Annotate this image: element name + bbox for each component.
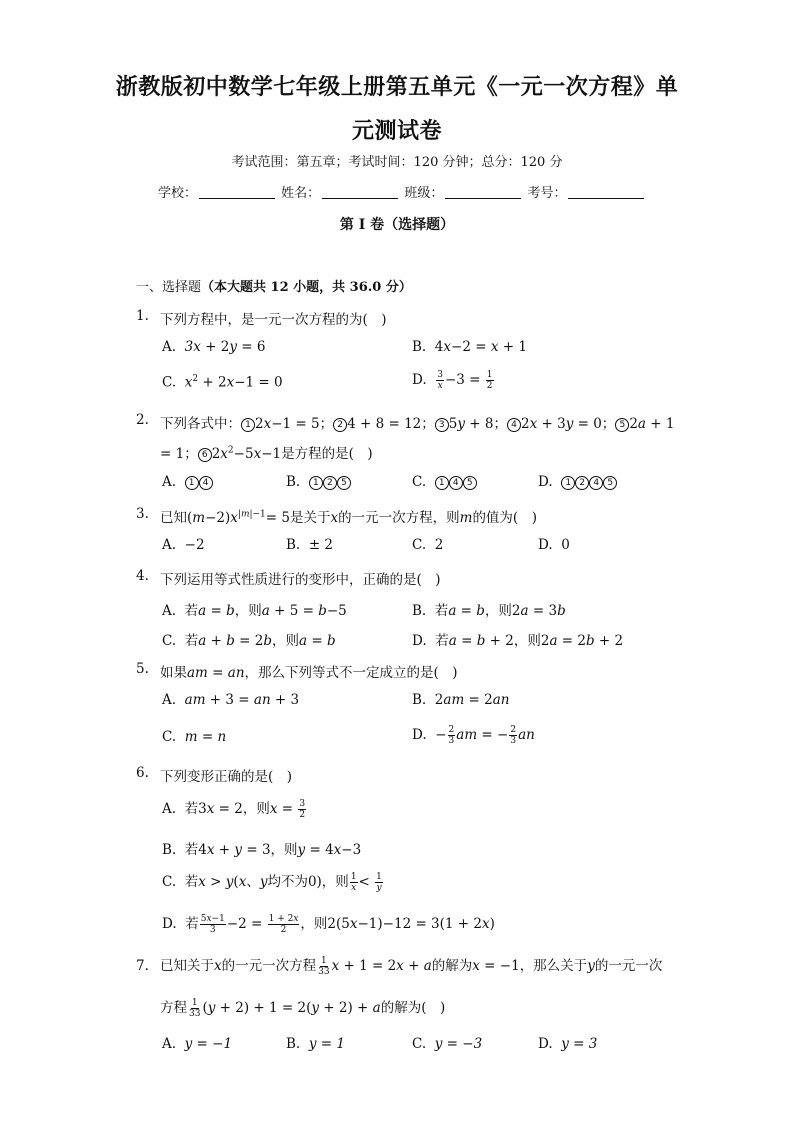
question-number: 5.	[136, 661, 149, 677]
option-a[interactable]: A. 若3x = 2，则x = $\frac{3}{2}$	[162, 799, 306, 820]
part-prefix: 一、选择题	[136, 280, 202, 295]
option-c[interactable]: C. m = n	[162, 729, 227, 745]
exam-info: 考试范围：第五章；考试时间：120 分钟；总分：120 分	[231, 155, 563, 170]
option-c[interactable]: C. 2	[412, 537, 444, 553]
section-title: 第 I 卷（选择题）	[339, 217, 455, 233]
option-d[interactable]: D. 1 2 4 5	[538, 474, 617, 490]
part-detail: （本大题共 12 小题，共 36.0 分）	[201, 280, 412, 295]
option-c[interactable]: C. 若a + b = 2b，则a = b	[162, 633, 336, 649]
exam-number-label: 考号：	[527, 186, 567, 201]
option-b[interactable]: B. 4x−2 = x + 1	[412, 339, 527, 355]
question-stem: 已知$(m-2)x^{|m|-1}= 5$是关于x的一元一次方程，则m的值为( )	[160, 509, 537, 526]
option-b[interactable]: B. ± 2	[286, 537, 334, 553]
class-label: 班级：	[404, 186, 444, 201]
option-a[interactable]: A. −2	[162, 537, 205, 553]
option-b[interactable]: B. 若4x + y = 3，则y = 4x−3	[162, 842, 362, 858]
option-c[interactable]: C. 若x > y(x、y均不为0)，则 $\frac{1}{x}$ < $\frac{1}{y}$	[162, 872, 382, 893]
school-label: 学校：	[158, 186, 198, 201]
question-stem: 下列变形正确的是( )	[160, 769, 293, 785]
option-b[interactable]: B. 2am = 2an	[412, 692, 510, 708]
option-d[interactable]: D. 若 $\frac{5x-1}{3}$ −2 = $\frac{1 + 2x}{2}$ ，则2(5x−1)−12 = 3(1 + 2x)	[162, 914, 495, 935]
question-stem: 下列运用等式性质进行的变形中，正确的是( )	[160, 572, 441, 588]
question-number: 7.	[136, 958, 149, 974]
class-blank[interactable]	[445, 186, 521, 199]
question-stem: 如果am = an，那么下列等式不一定成立的是( )	[160, 665, 458, 681]
question-stem-cont: = 1； 6 $2x^2-5x-1$是方程的是( )	[160, 445, 373, 462]
option-d[interactable]: D. 若a = b + 2，则2a = 2b + 2	[412, 633, 624, 649]
exam-title-line2: 元测试卷	[351, 118, 442, 144]
part-heading	[136, 276, 412, 295]
option-d[interactable]: D. $\frac{3}{x}$ −3 = $\frac{1}{2}$	[412, 370, 493, 391]
name-blank[interactable]	[322, 186, 398, 199]
option-d[interactable]: D. y = 3	[538, 1036, 598, 1052]
option-d[interactable]: D. 0	[538, 537, 570, 553]
option-a[interactable]: A. 若a = b，则a + 5 = b−5	[162, 603, 347, 619]
option-a[interactable]: A. 1 4	[162, 474, 213, 490]
question-stem: 下列方程中，是一元一次方程的为( )	[160, 312, 387, 328]
exam-number-blank[interactable]	[568, 186, 644, 199]
question-number: 2.	[136, 412, 149, 428]
option-b[interactable]: B. 若a = b，则2a = 3b	[412, 603, 566, 619]
option-d[interactable]: D. − $\frac{2}{3}$ am = − $\frac{2}{3}$ an	[412, 725, 535, 746]
student-fields	[158, 182, 646, 201]
option-b[interactable]: B. 1 2 5	[286, 474, 351, 490]
question-number: 6.	[136, 765, 149, 781]
exam-title-line1: 浙教版初中数学七年级上册第五单元《一元一次方程》单	[115, 74, 679, 100]
option-c[interactable]: C. y = −3	[412, 1036, 483, 1052]
name-label: 姓名：	[281, 186, 321, 201]
school-blank[interactable]	[199, 186, 275, 199]
option-b[interactable]: B. y = 1	[286, 1036, 345, 1052]
question-stem-cont: 方程 $\frac{1}{33}$ (y + 2) + 1 = 2(y + 2) + a的解为( )	[160, 998, 446, 1019]
question-stem: 下列各式中： 1 2x−1 = 5； 2 4 + 8 = 12； 3 5y + 8； 4 2x + 3y = 0； 5 2a + 1	[160, 416, 675, 432]
question-stem: 已知关于x的一元一次方程 $\frac{1}{33}$ x + 1 = 2x + a的解为x = −1，那么关于y的一元一次	[160, 956, 663, 977]
question-number: 1.	[136, 308, 149, 324]
option-a[interactable]: A. 3x + 2y = 6	[162, 339, 266, 355]
question-number: 3.	[136, 506, 149, 522]
option-c[interactable]: C. $x^2 + 2x-1 = 0$	[162, 374, 283, 391]
option-a[interactable]: A. y = −1	[162, 1036, 233, 1052]
option-a[interactable]: A. am + 3 = an + 3	[162, 692, 300, 708]
option-c[interactable]: C. 1 4 5	[412, 474, 477, 490]
question-number: 4.	[136, 568, 149, 584]
